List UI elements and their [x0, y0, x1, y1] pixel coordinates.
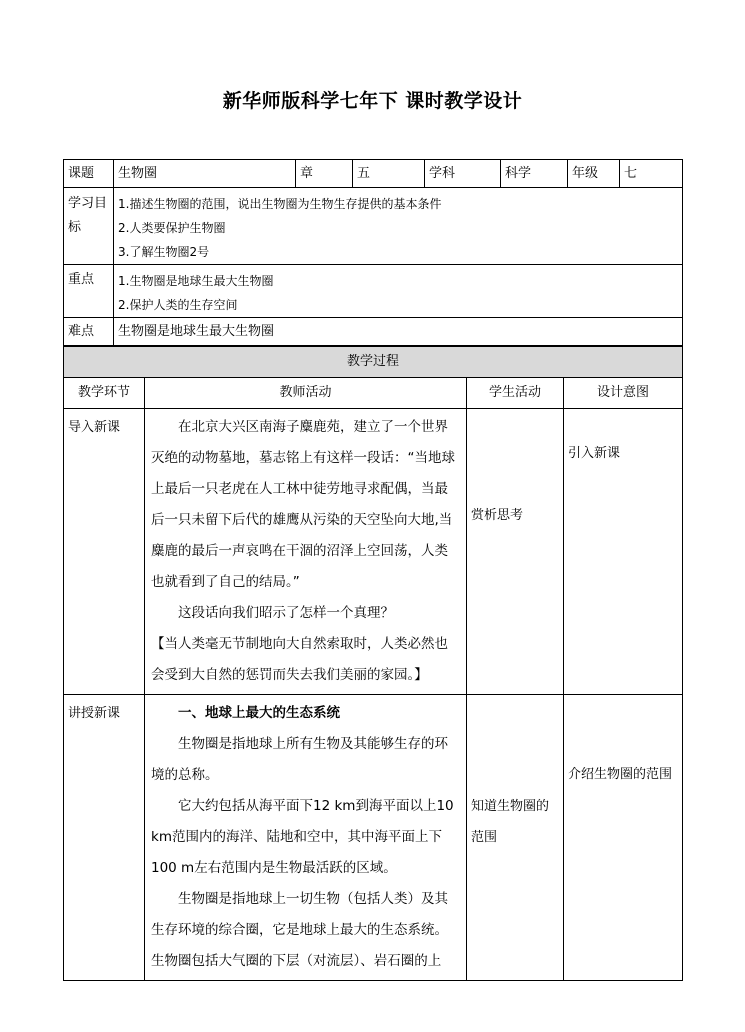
teaching-process-table — [63, 346, 683, 981]
lesson-info-table — [63, 159, 683, 346]
goals-label: 学习目标 — [64, 188, 114, 265]
section-heading: 一、地球上最大的生态系统 — [178, 705, 340, 721]
topic-value: 生物圈 — [114, 160, 296, 188]
column-header: 教师活动 — [145, 378, 467, 409]
focus-item: 2.保护人类的生存空间 — [118, 298, 238, 312]
column-header: 学生活动 — [467, 378, 564, 409]
teacher-paragraph: 生物圈是指地球上所有生物及其能够生存的环境的总称。 — [151, 736, 448, 783]
chapter-value: 五 — [353, 160, 425, 188]
teacher-activity-cell — [145, 409, 467, 695]
process-header: 教学过程 — [64, 347, 683, 378]
chapter-label: 章 — [296, 160, 353, 188]
difficulty-label: 难点 — [64, 318, 114, 346]
goal-item: 2.人类要保护生物圈 — [118, 221, 226, 235]
goal-item: 1.描述生物圈的范围，说出生物圈为生物生存提供的基本条件 — [118, 197, 442, 211]
focus-list — [114, 265, 683, 318]
teacher-paragraph: 这段话向我们昭示了怎样一个真理？ — [178, 605, 394, 621]
design-intent-cell: 介绍生物圈的范围 — [564, 695, 683, 981]
grade-label: 年级 — [568, 160, 620, 188]
teacher-paragraph: 在北京大兴区南海子麋鹿苑，建立了一个世界灭绝的动物墓地，墓志铭上有这样一段话：“当地球上最后一只老虎在人工林中徒劳地寻求配偶，当最后一只未留下后代的雄鹰从污染的天空坠向大地,当麋鹿的最后一声哀鸣在干涸的沼泽上空回荡，人类也就看到了自己的结局。” — [151, 419, 455, 590]
focus-item: 1.生物圈是地球生最大生物圈 — [118, 274, 274, 288]
student-activity-cell: 赏析思考 — [467, 409, 564, 695]
stage-cell: 讲授新课 — [64, 695, 145, 981]
focus-label: 重点 — [64, 265, 114, 318]
grade-value: 七 — [620, 160, 683, 188]
teacher-paragraph: 生物圈是指地球上一切生物（包括人类）及其生存环境的综合圈，它是地球上最大的生态系统。生物圈包括大气圈的下层（对流层）、岩石圈的上 — [151, 891, 448, 969]
teacher-activity-cell — [145, 695, 467, 981]
table-row — [64, 409, 683, 695]
page-title: 新华师版科学七年下 课时教学设计 — [222, 90, 523, 112]
student-activity-cell: 知道生物圈的范围 — [467, 695, 564, 981]
table-row — [64, 695, 683, 981]
column-header: 教学环节 — [64, 378, 145, 409]
difficulty-value: 生物圈是地球生最大生物圈 — [114, 318, 683, 346]
subject-value: 科学 — [501, 160, 568, 188]
stage-cell: 导入新课 — [64, 409, 145, 695]
goal-item: 3.了解生物圈2号 — [118, 245, 210, 259]
goals-list — [114, 188, 683, 265]
column-header: 设计意图 — [564, 378, 683, 409]
teacher-paragraph: 【当人类毫无节制地向大自然索取时，人类必然也会受到大自然的惩罚而失去我们美丽的家园。】 — [151, 636, 448, 683]
teacher-paragraph: 它大约包括从海平面下12 km到海平面以上10 km范围内的海洋、陆地和空中，其中海平面上下100 m左右范围内是生物最活跃的区域。 — [151, 798, 454, 876]
subject-label: 学科 — [425, 160, 501, 188]
topic-label: 课题 — [64, 160, 114, 188]
design-intent-cell: 引入新课 — [564, 409, 683, 695]
